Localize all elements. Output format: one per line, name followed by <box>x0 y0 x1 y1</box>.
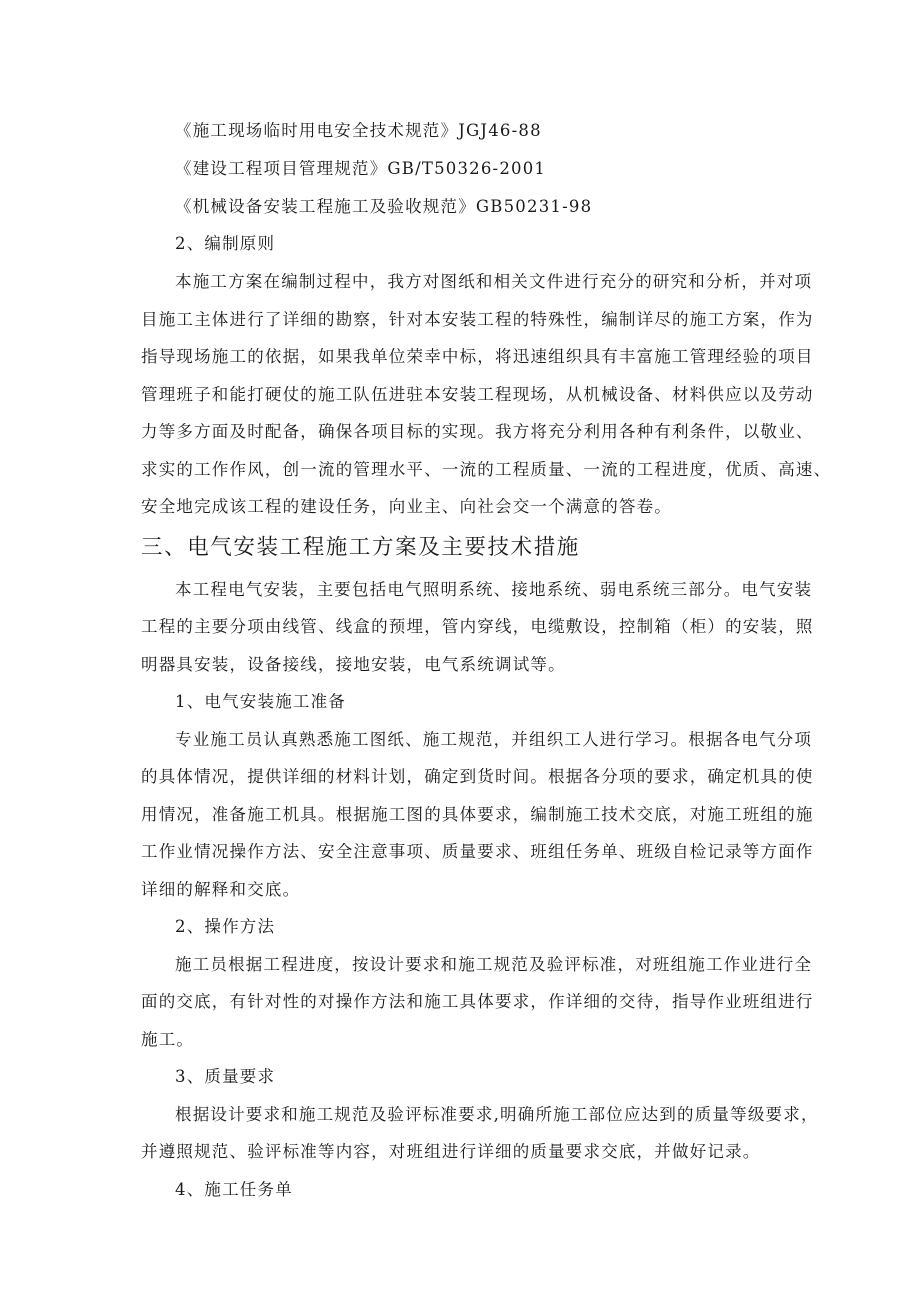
paragraph-line: 专业施工员认真熟悉施工图纸、施工规范，并组织工人进行学习。根据各电气分项 <box>175 730 813 749</box>
subsection-title: 3、质量要求 <box>175 1067 276 1086</box>
paragraph-line: 用情况，准备施工机具。根据施工图的具体要求，编制施工技术交底，对施工班组的施 <box>141 805 814 824</box>
paragraph-line: 本施工方案在编制过程中，我方对图纸和相关文件进行充分的研究和分析，并对项 <box>175 272 813 291</box>
paragraph-line: 的具体情况，提供详细的材料计划，确定到货时间。根据各分项的要求，确定机具的使 <box>141 767 814 786</box>
subsection-title: 4、施工任务单 <box>175 1180 293 1199</box>
paragraph-line: 面的交底，有针对性的对操作方法和施工具体要求，作详细的交待，指导作业班组进行 <box>141 992 814 1011</box>
reference-item: 《施工现场临时用电安全技术规范》JGJ46-88 <box>175 121 542 140</box>
paragraph-line: 本工程电气安装，主要包括电气照明系统、接地系统、弱电系统三部分。电气安装 <box>175 580 813 599</box>
subsection-title: 2、编制原则 <box>175 234 276 253</box>
paragraph-line: 指导现场施工的依据，如果我单位荣幸中标，将迅速组织具有丰富施工管理经验的项目 <box>141 347 814 366</box>
paragraph-line: 工作业情况操作方法、安全注意事项、质量要求、班组任务单、班级自检记录等方面作 <box>141 842 814 861</box>
paragraph-line: 明器具安装，设备接线，接地安装，电气系统调试等。 <box>141 655 566 674</box>
subsection-title: 2、操作方法 <box>175 917 276 936</box>
paragraph-line: 施工。 <box>141 1030 195 1049</box>
paragraph-line: 力等多方面及时配备，确保各项目标的实现。我方将充分利用各种有利条件，以敬业、 <box>141 422 814 441</box>
paragraph-line: 根据设计要求和施工规范及验评标准要求,明确所施工部位应达到的质量等级要求， <box>175 1105 819 1124</box>
paragraph-line: 管理班子和能打硬仗的施工队伍进驻本安装工程现场，从机械设备、材料供应以及劳动 <box>141 385 814 404</box>
paragraph-line: 施工员根据工程进度，按设计要求和施工规范及验评标准，对班组施工作业进行全 <box>175 955 813 974</box>
paragraph-line: 详细的解释和交底。 <box>141 880 301 899</box>
paragraph-line: 目施工主体进行了详细的勘察，针对本安装工程的特殊性，编制详尽的施工方案，作为 <box>141 310 814 329</box>
reference-item: 《机械设备安装工程施工及验收规范》GB50231-98 <box>175 197 593 216</box>
subsection-title: 1、电气安装施工准备 <box>175 692 346 711</box>
reference-item: 《建设工程项目管理规范》GB/T50326-2001 <box>175 159 547 178</box>
paragraph-line: 工程的主要分项由线管、线盒的预埋，管内穿线，电缆敷设，控制箱（柜）的安装，照 <box>141 617 814 636</box>
section-heading: 三、电气安装工程施工方案及主要技术措施 <box>141 535 580 560</box>
paragraph-line: 安全地完成该工程的建设任务，向业主、向社会交一个满意的答卷。 <box>141 497 672 516</box>
paragraph-line: 并遵照规范、验评标准等内容，对班组进行详细的质量要求交底，并做好记录。 <box>141 1142 761 1161</box>
paragraph-line: 求实的工作作风，创一流的管理水平、一流的工程质量、一流的工程进度，优质、高速、 <box>141 460 832 479</box>
